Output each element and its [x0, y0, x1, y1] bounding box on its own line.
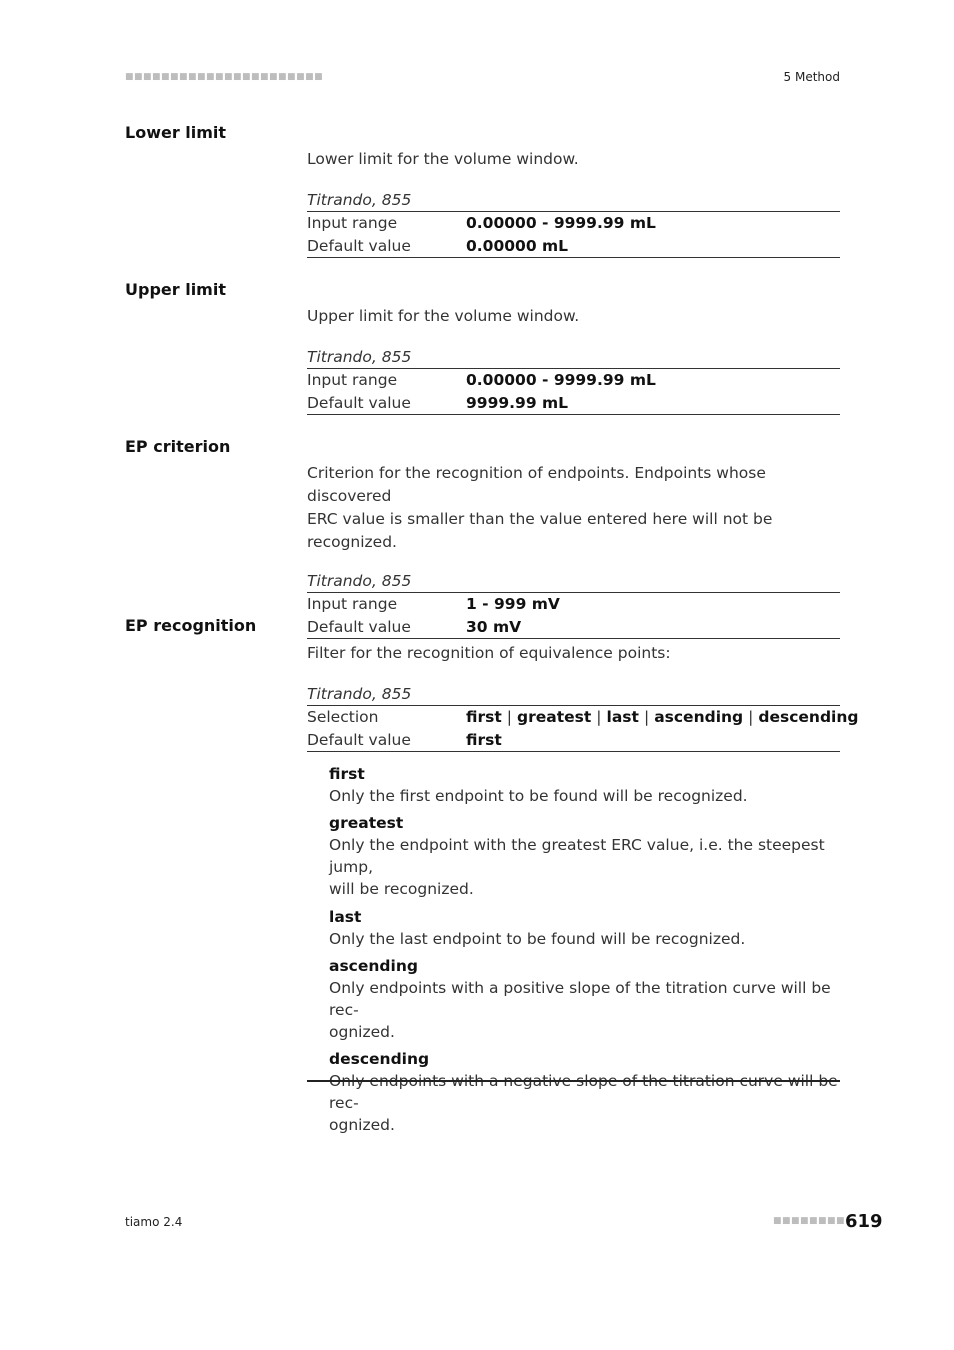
device-label: Titrando, 855 [307, 571, 840, 593]
page-number: 619 [845, 1211, 883, 1232]
option-item [329, 906, 839, 950]
table-row [307, 212, 840, 235]
option-name: first [329, 765, 365, 783]
option-description: Only endpoints with a positive slope of the titration curve will be rec- [329, 979, 831, 1019]
row-key: Default value [307, 730, 411, 749]
row-key: Input range [307, 214, 398, 232]
selection-option: ascending [654, 708, 744, 726]
parameter-table [307, 706, 859, 752]
option-item [329, 763, 839, 807]
table-row [307, 729, 840, 752]
table-row [307, 616, 840, 639]
option-item [329, 1048, 839, 1136]
option-description: Only the last endpoint to be found will be recognized. [329, 930, 746, 948]
section-description: Filter for the recognition of equivalence points: [307, 644, 671, 662]
table-row [307, 235, 840, 258]
footer-app-name: tiamo 2.4 [125, 1215, 183, 1229]
row-value: 9999.99 mL [466, 393, 569, 412]
selection-option: descending [758, 708, 859, 726]
section-title: Lower limit [125, 123, 227, 142]
option-description: Only the first endpoint to be found will be recognized. [329, 787, 748, 805]
section-description-line: Criterion for the recognition of endpoints. Endpoints whose discovered [307, 464, 766, 505]
option-description: ognized. [329, 1023, 395, 1041]
separator: | [506, 708, 513, 726]
row-key: Selection [307, 708, 379, 726]
chapter-title: 5 Method [783, 70, 840, 84]
section-description: Upper limit for the volume window. [307, 307, 580, 325]
table-row [307, 369, 840, 392]
option-name: descending [329, 1050, 430, 1068]
row-value: 0.00000 - 9999.99 mL [466, 371, 656, 389]
row-key: Default value [307, 236, 411, 255]
footer-decoration: ■■■■■■■■ [773, 1216, 846, 1226]
option-item [329, 812, 839, 900]
row-value: 30 mV [466, 617, 522, 636]
separator: | [748, 708, 754, 726]
device-label: Titrando, 855 [307, 684, 840, 706]
option-description: will be recognized. [329, 880, 474, 898]
selection-values [466, 706, 859, 729]
option-description: Only the endpoint with the greatest ERC value, i.e. the steepest jump, [329, 836, 825, 876]
row-value: 0.00000 - 9999.99 mL [466, 214, 656, 232]
section-title: EP criterion [125, 437, 231, 456]
parameter-table [307, 593, 840, 639]
row-key: Input range [307, 371, 398, 389]
option-description: ognized. [329, 1116, 395, 1134]
section-description-line: ERC value is smaller than the value entered here will not be recognized. [307, 510, 773, 551]
option-name: ascending [329, 957, 418, 975]
parameter-table [307, 369, 840, 415]
option-name: greatest [329, 814, 404, 832]
section-end-rule [307, 1080, 840, 1082]
selection-option: greatest [517, 708, 592, 726]
row-value: 0.00000 mL [466, 236, 569, 255]
section-title: Upper limit [125, 280, 226, 299]
header-decoration: ■■■■■■■■■■■■■■■■■■■■■■ [125, 72, 324, 82]
section-description: Lower limit for the volume window. [307, 150, 579, 168]
row-value: 1 - 999 mV [466, 595, 560, 613]
row-key: Default value [307, 617, 411, 636]
table-row [307, 593, 840, 616]
option-item [329, 955, 839, 1043]
row-key: Input range [307, 595, 398, 613]
row-key: Default value [307, 393, 411, 412]
parameter-table [307, 212, 840, 258]
separator: | [596, 708, 602, 726]
table-row [307, 706, 859, 729]
separator: | [643, 708, 650, 726]
table-row [307, 392, 840, 415]
device-label: Titrando, 855 [307, 190, 840, 212]
selection-option: last [606, 708, 639, 726]
selection-option: first [466, 708, 502, 726]
option-name: last [329, 908, 362, 926]
option-description: Only endpoints with a negative slope of the titration curve will be rec- [329, 1072, 838, 1112]
section-title: EP recognition [125, 616, 257, 635]
row-value: first [466, 730, 502, 749]
device-label: Titrando, 855 [307, 347, 840, 369]
